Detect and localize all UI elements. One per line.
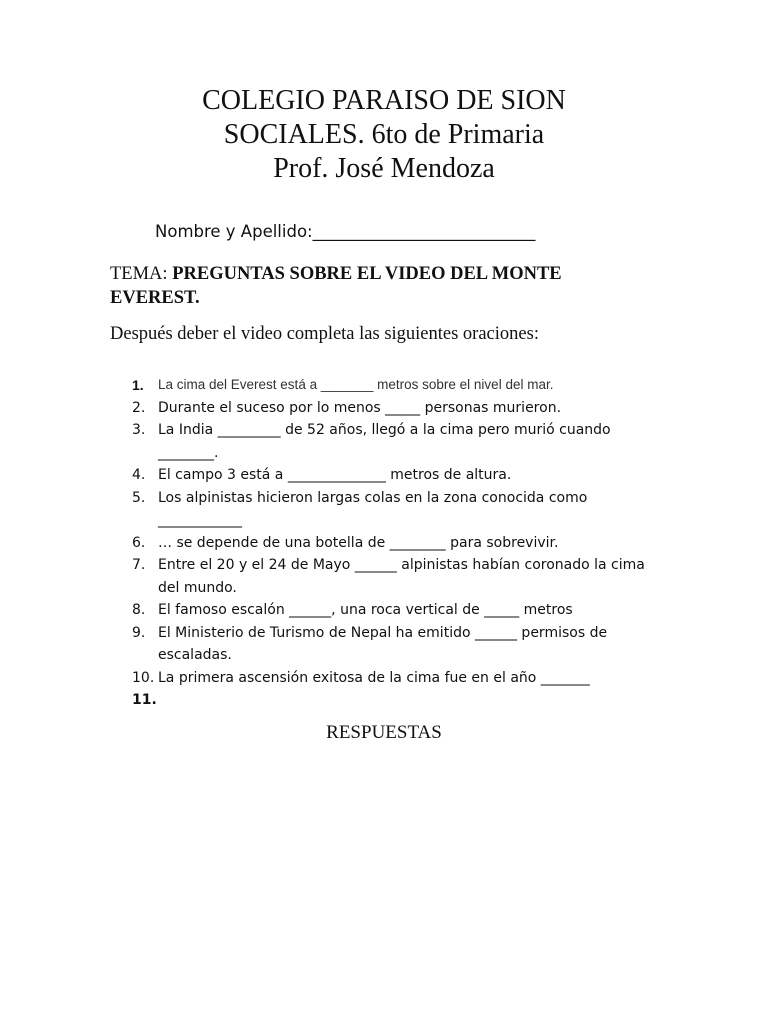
question-list — [132, 374, 652, 712]
question-text: La cima del Everest está a _______ metros sobre el nivel del mar. — [158, 377, 554, 392]
school-name: COLEGIO PARAISO DE SION — [202, 85, 566, 116]
question-item — [132, 689, 652, 712]
question-number: 11. — [132, 692, 157, 708]
question-text: El famoso escalón ______, una roca vertical de _____ metros — [158, 602, 573, 618]
topic-line — [110, 262, 650, 310]
question-text: … se depende de una botella de ________ para sobrevivir. — [158, 534, 559, 551]
question-number: 9. — [132, 624, 146, 641]
teacher-name: Prof. José Mendoza — [273, 153, 495, 184]
question-number: 10. — [132, 669, 155, 686]
topic-label: TEMA: — [110, 264, 173, 284]
question-item — [132, 554, 652, 599]
subject-line: SOCIALES. 6to de Primaria — [223, 119, 545, 150]
question-text: El campo 3 está a ______________ metros de altura. — [158, 467, 512, 483]
question-text: La India _________ de 52 años, llegó a la cima pero murió cuando ________. — [158, 422, 611, 461]
question-item — [132, 622, 652, 667]
question-number: 5. — [132, 489, 146, 506]
question-text: Durante el suceso por lo menos _____ personas murieron. — [158, 399, 562, 416]
question-number: 1. — [132, 377, 144, 393]
question-text — [158, 689, 652, 712]
question-item — [132, 397, 652, 420]
question-text: Los alpinistas hicieron largas colas en la zona conocida como ____________ — [158, 489, 588, 528]
question-number: 2. — [132, 399, 146, 416]
question-text: Entre el 20 y el 24 de Mayo ______ alpinistas habían coronado la cima del mundo. — [158, 557, 645, 596]
question-item — [132, 374, 652, 397]
question-number: 6. — [132, 534, 146, 551]
question-item — [132, 667, 652, 690]
question-text: El Ministerio de Turismo de Nepal ha emitido ______ permisos de escaladas. — [158, 624, 608, 663]
question-number: 7. — [132, 557, 146, 573]
answers-heading: RESPUESTAS — [326, 722, 442, 743]
instructions-text: Después deber el video completa las siguientes oraciones: — [110, 324, 539, 344]
question-item — [132, 532, 652, 555]
student-name-field: Nombre y Apellido:___________________________ — [155, 222, 536, 241]
question-number: 4. — [132, 467, 146, 483]
question-item — [132, 419, 652, 464]
question-number: 3. — [132, 422, 146, 438]
topic-title: PREGUNTAS SOBRE EL VIDEO DEL MONTE EVEREST. — [110, 264, 562, 308]
document-header — [0, 84, 768, 186]
question-item — [132, 464, 652, 487]
question-number: 8. — [132, 602, 146, 618]
question-text: La primera ascensión exitosa de la cima fue en el año _______ — [158, 669, 590, 686]
question-item — [132, 599, 652, 622]
question-item — [132, 487, 652, 532]
